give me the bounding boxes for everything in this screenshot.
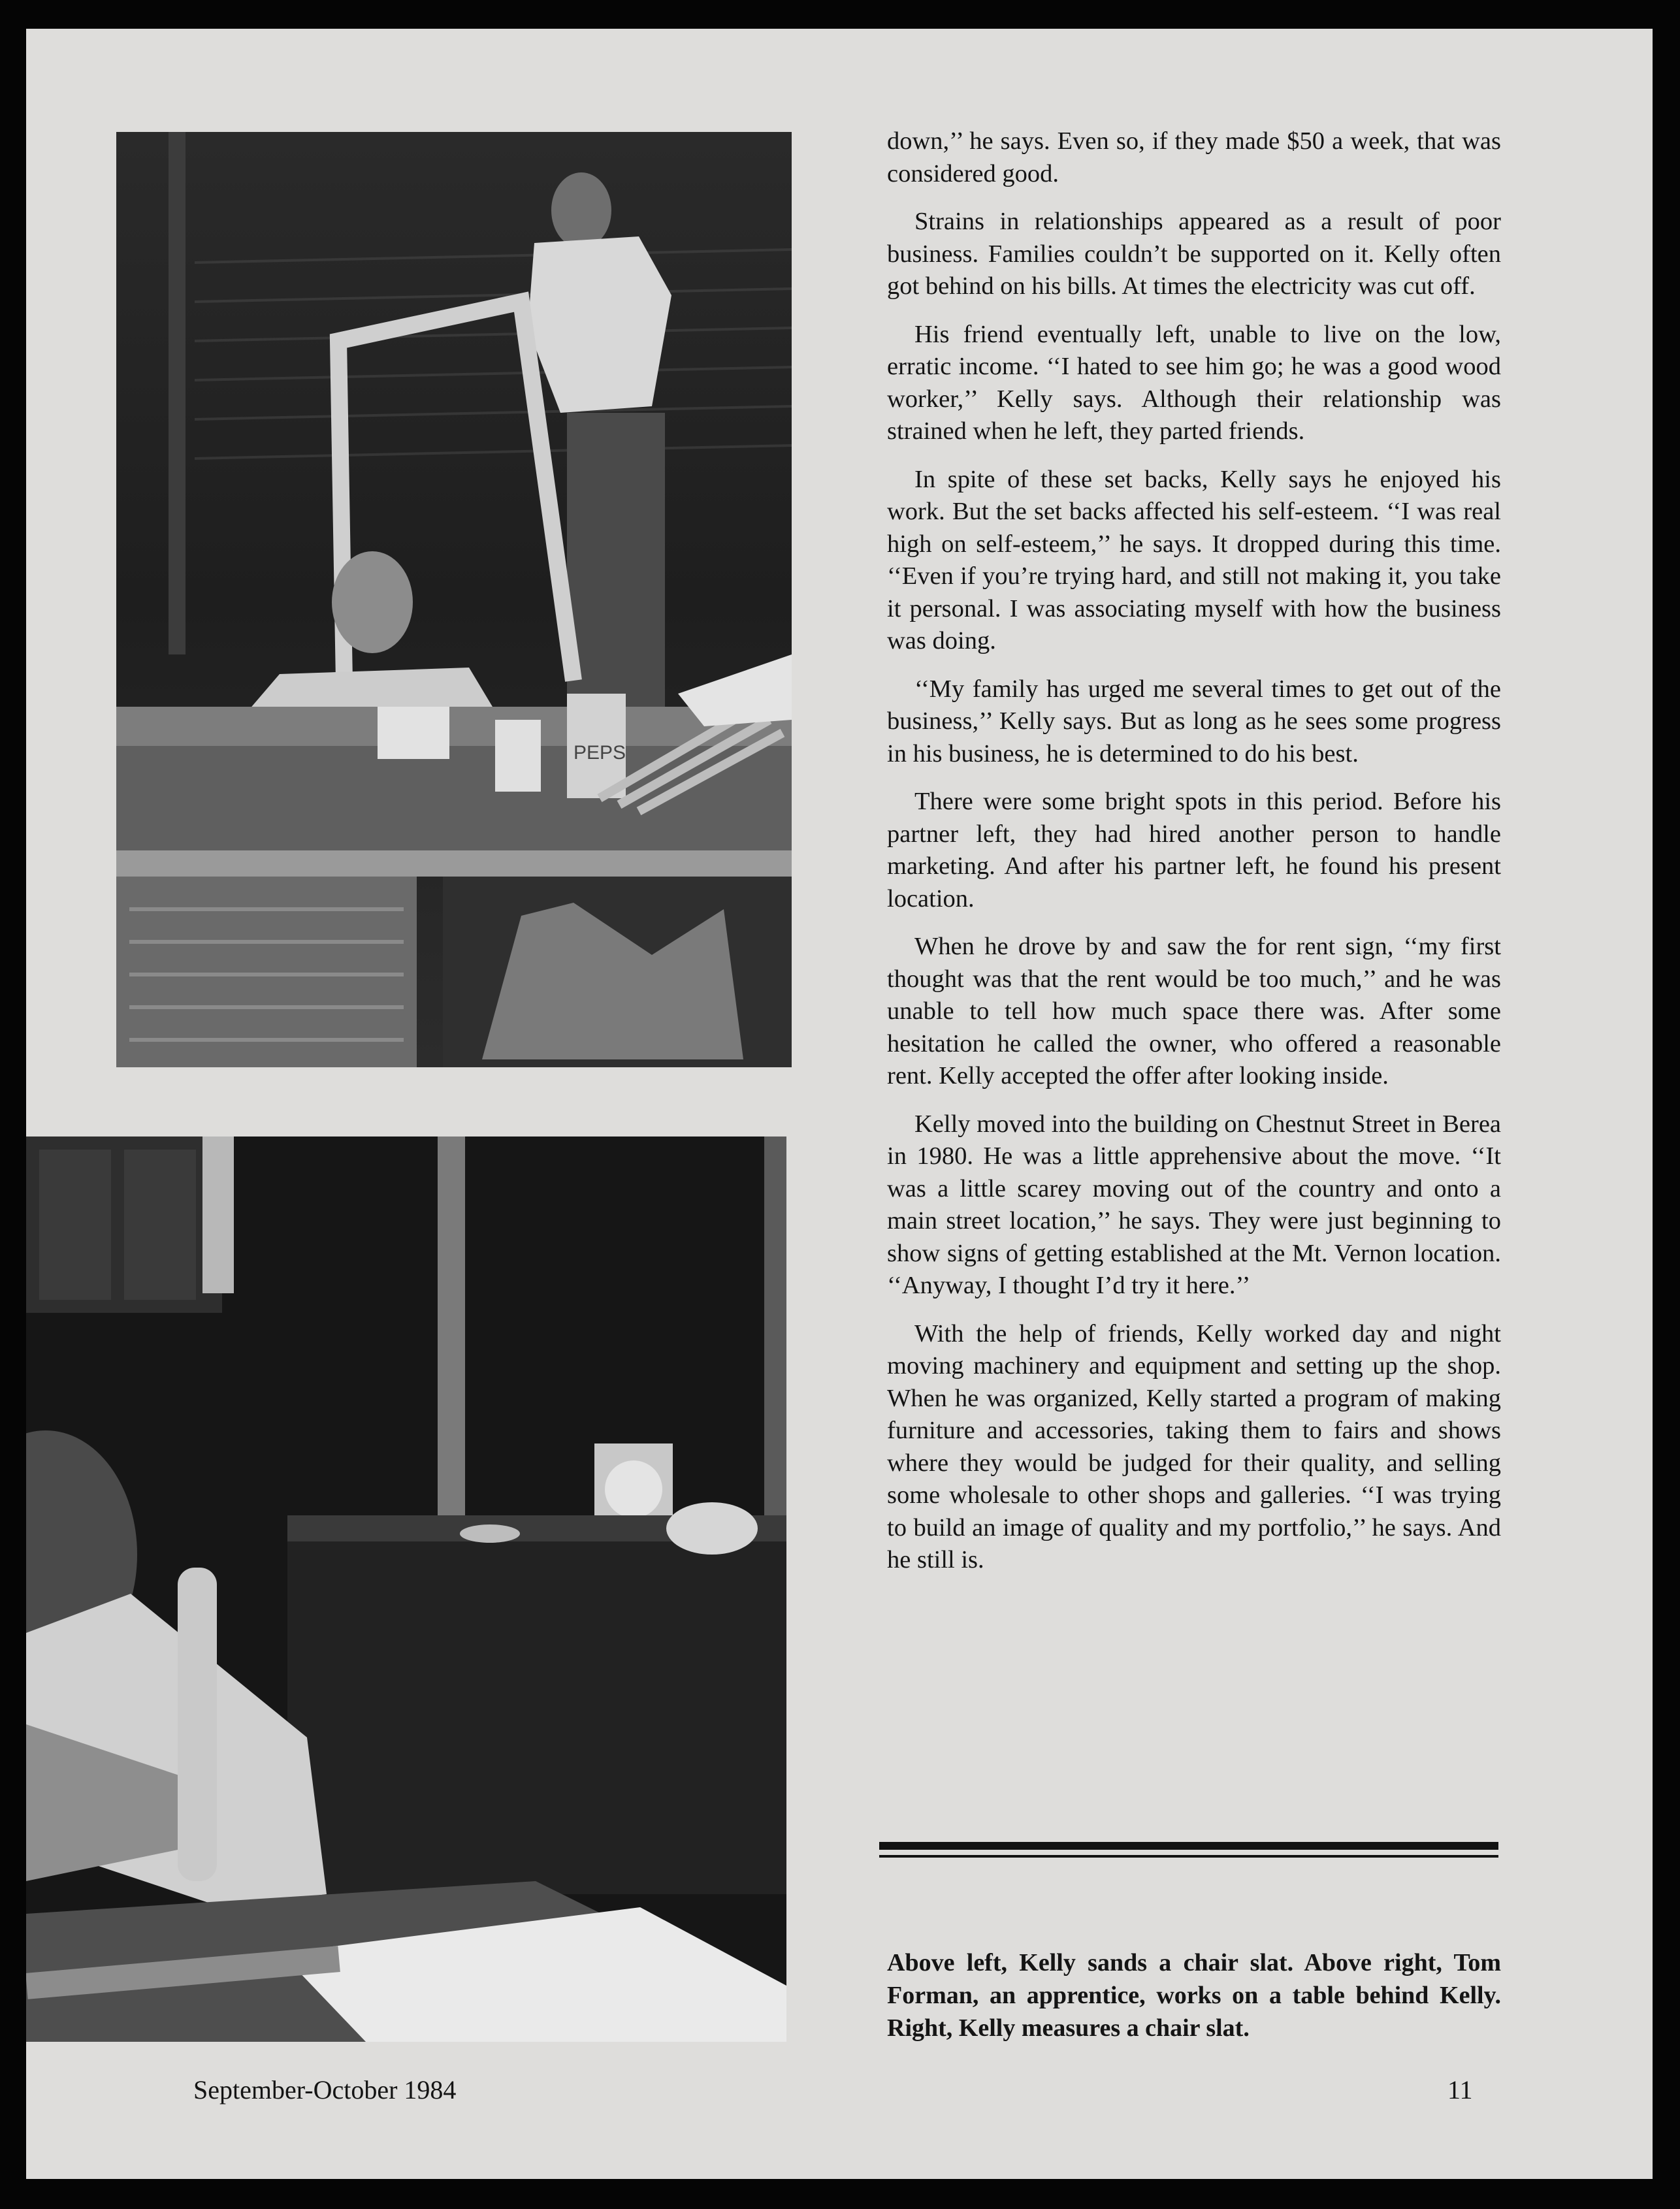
article-paragraph: Strains in relationships appeared as a result of poor business. Families couldn’t be supported on it. Kelly often got behind on his bills. At times the electricity was cut off. [887,208,1501,300]
section-divider-thin [879,1855,1498,1858]
photo-caption: Above left, Kelly sands a chair slat. Above right, Tom Forman, an apprentice, works on a table behind Kelly. Right, Kelly measures a chair slat. [887,1949,1501,2042]
article-paragraph: down,’’ he says. Even so, if they made $50 a week, that was considered good. [887,127,1501,187]
article-paragraph: When he drove by and saw the for rent sign, ‘‘my first thought was that the rent would be too much,’’ and he was unable to tell how much space there was. After some hesitation he called the owner, who offered a reasonable rent. Kelly accepted the offer after looking inside. [887,933,1501,1089]
workshop-photo-bottom-image [26,1137,786,2042]
workshop-photo-top-image [116,132,792,1067]
article-paragraph: With the help of friends, Kelly worked day and night moving machinery and equipment and setting up the shop. When he was organized, Kelly started a program of making furniture and accessories, taking them to fairs and shows where they would be judged for their quality, and selling some wholesale to other shops and galleries. ‘‘I was trying to build an image of quality and my portfolio,’’ he says. And he still is. [887,1319,1501,1573]
can-label-top: PEPS [573,742,626,764]
article-paragraph: In spite of these set backs, Kelly says he enjoyed his work. But the set backs affected his self-esteem. ‘‘I was real high on self-esteem,’’ he says. It dropped during this time. ‘‘Even if you’re trying hard, and still not making it, you take it personal. I was associating myself with how the business was doing. [887,465,1501,654]
article-paragraph: Kelly moved into the building on Chestnut Street in Berea in 1980. He was a little apprehensive about the move. ‘‘It was a little scarey moving out of the country and onto a main street location,’’ he says. They were just beginning to show signs of getting established at the Mt. Vernon location. ‘‘Anyway, I thought I’d try it here.’’ [887,1110,1501,1299]
footer-date: September-October 1984 [193,2075,457,2104]
article-body [887,125,1501,1592]
article-paragraph: There were some bright spots in this period. Before his partner left, they had hired another person to handle marketing. And after his partner left, he found his present location. [887,788,1501,912]
article-paragraph: His friend eventually left, unable to live on the low, erratic income. ‘‘I hated to see him go; he was a good wood worker,’’ Kelly says. Although their relationship was strained when he left, they parted friends. [887,320,1501,445]
magazine-page [26,29,1653,2179]
article-paragraph: ‘‘My family has urged me several times to get out of the business,’’ Kelly says. But as long as he sees some progress in his business, he is determined to do his best. [887,675,1501,767]
workshop-photo-top [116,132,792,1067]
section-divider-thick [879,1842,1498,1850]
workshop-photo-bottom [26,1137,786,2042]
page-number: 11 [1447,2075,1473,2104]
